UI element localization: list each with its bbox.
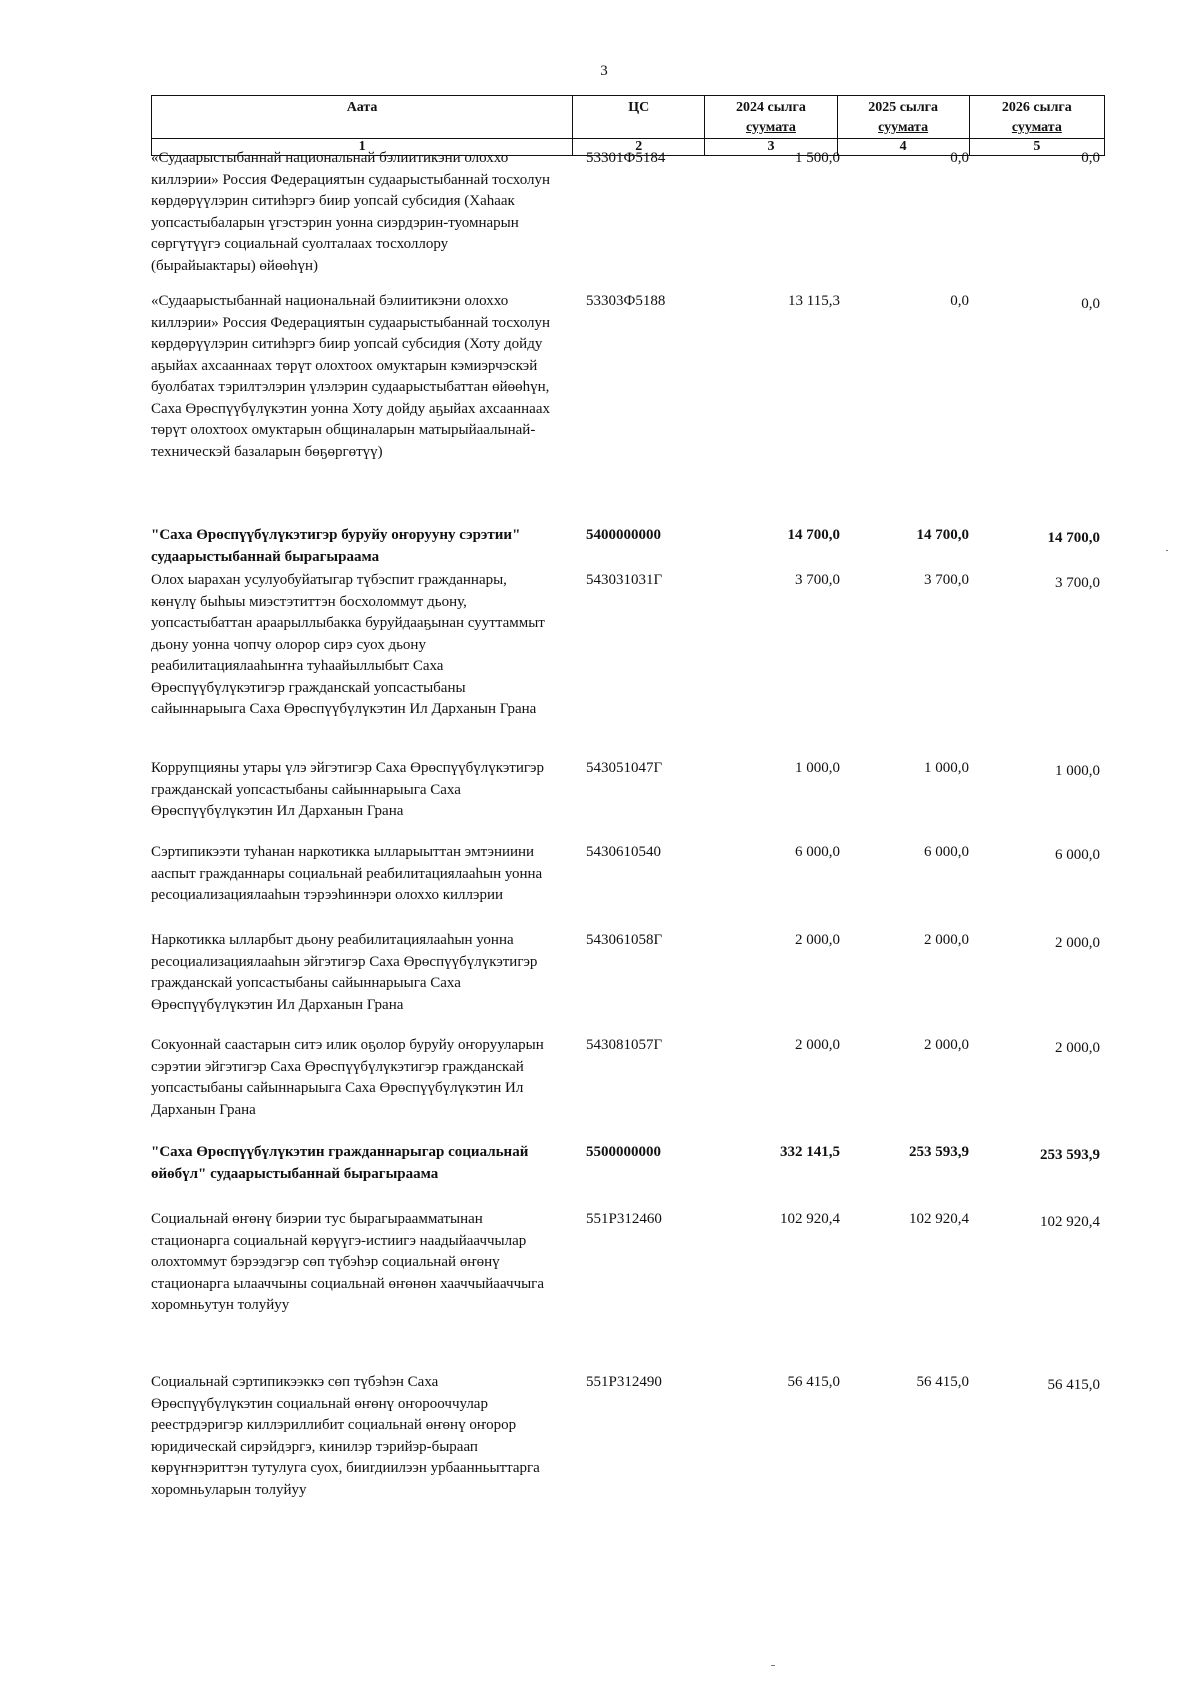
row-value-2024: 2 000,0 [795, 1037, 840, 1053]
row-value-2025: 56 415,0 [916, 1374, 969, 1390]
row-value-2024: 3 700,0 [795, 572, 840, 588]
row-value-2025: 0,0 [950, 293, 969, 309]
row-name: Олох ыарахан усулуобуйатыгар түбэспит гражданнары, көнүлү быһыы миэстэтиттэн босхоломмут дьону, уопсастыбаттан араарыллыбакка буруйдааҕынан сууттаммыт дьону уонна чопчу олорор сирэ суох дьону реабилитациялааһыҥҥа туһаайыллыбыт Саха Өрөспүүбүлүкэтигэр гражданскай уопсастыбаны сайыннарыыга Саха Өрөспүүбүлүкэтин Ил Дарханын Грана [151, 572, 545, 717]
row-code: 5400000000 [586, 527, 661, 543]
row-value-2026: 102 920,4 [1040, 1214, 1100, 1230]
row-name: Сэртипикээти туһанан наркотикка ылларыыттан эмтэниини ааспыт гражданнары социальнай реабилитациялааһын уонна ресоциализациялааһын тэрээһиннэри олоххо киллэрии [151, 844, 543, 903]
row-value-2025: 2 000,0 [924, 1037, 969, 1053]
row-value-2025: 0,0 [950, 150, 969, 166]
budget-table-header [151, 95, 1105, 156]
header-num-1: 1 [152, 139, 573, 156]
row-value-2025: 14 700,0 [916, 527, 969, 543]
row-value-2024: 1 500,0 [795, 150, 840, 166]
row-value-2024: 102 920,4 [780, 1211, 840, 1227]
row-value-2024: 6 000,0 [795, 844, 840, 860]
header-2025: 2025 сылга суумата [837, 96, 969, 139]
row-value-2024: 2 000,0 [795, 932, 840, 948]
row-name: Сокуоннай саастарын ситэ илик оҕолор буруйу оҥорууларын сэрэтии эйгэтигэр Саха Өрөспүүбүлүкэтигэр гражданскай уопсастыбаны сайыннарыыга Саха Өрөспүүбүлүкэтин Ил Дарханын Грана [151, 1037, 544, 1118]
row-code: 551Р312460 [586, 1211, 662, 1227]
header-num-2: 2 [573, 139, 705, 156]
header-num-3: 3 [705, 139, 837, 156]
row-value-2024: 13 115,3 [788, 293, 840, 309]
row-value-2026: 0,0 [1081, 150, 1100, 166]
header-2026: 2026 сылга суумата [969, 96, 1104, 139]
row-value-2026: 2 000,0 [1055, 935, 1100, 951]
row-value-2025: 1 000,0 [924, 760, 969, 776]
row-name: "Саха Өрөспүүбүлүкэтин гражданнарыгар социальнай өйөбүл" судаарыстыбаннай бырагыраама [151, 1144, 529, 1182]
row-value-2024: 14 700,0 [787, 527, 840, 543]
row-code: 53303Ф5188 [586, 293, 666, 309]
row-code: 543051047Г [586, 760, 663, 776]
row-value-2026: 0,0 [1081, 296, 1100, 312]
row-value-2025: 6 000,0 [924, 844, 969, 860]
row-name: Наркотикка ылларбыт дьону реабилитациялааһын уонна ресоциализациялааһын эйгэтигэр Саха Өрөспүүбүлүкэтигэр гражданскай уопсастыбаны сайыннарыыга Саха Өрөспүүбүлүкэтин Ил Дарханын Грана [151, 932, 538, 1013]
header-num-5: 5 [969, 139, 1104, 156]
row-code: 543081057Г [586, 1037, 663, 1053]
row-value-2026: 14 700,0 [1047, 530, 1100, 546]
row-name: Социальнай сэртипикээккэ сөп түбэһэн Саха Өрөспүүбүлүкэтин социальнай өҥөнү оҥорооччулар реестрдэригэр киллэриллибит социальнай өҥөнү оҥорор юридическай сирэйдэргэ, кинилэр тэрийэр-быраап көрүҥнэриттэн тутулуга суох, бииrдиилээн урбаанньыттарга хоромньуларын толуйуу [151, 1374, 540, 1498]
row-value-2026: 253 593,9 [1040, 1147, 1100, 1163]
row-name: "Саха Өрөспүүбүлүкэтигэр буруйу оҥорууну сэрэтии" судаарыстыбаннай бырагыраама [151, 527, 521, 565]
header-2024: 2024 сылга суумата [705, 96, 837, 139]
row-value-2026: 1 000,0 [1055, 763, 1100, 779]
row-value-2026: 3 700,0 [1055, 575, 1100, 591]
row-name: «Судаарыстыбаннай национальнай бэлиитикэни олоххо киллэрии» Россия Федерациятын судаарыстыбаннай тосхолун көрдөрүүлэрин ситиһэргэ биир уопсай субсидия (Хаһаак уопсастыбаларын үгэстэрин уонна сиэрдэрин-туомнарын сөргүтүүгэ социальнай суолталаах тосхоллору (бырайыактары) өйөөһүн) [151, 150, 551, 274]
row-code: 551Р312490 [586, 1374, 662, 1390]
row-name: «Судаарыстыбаннай национальнай бэлиитикэни олоххо киллэрии» Россия Федерациятын судаарыстыбаннай тосхолун көрдөрүүлэрин ситиһэргэ биир уопсай субсидия (Хоту дойду аҕыйах ахсааннаах төрүт олохтоох омуктарын кэмиэрчэскэй буолбатах тэрилтэлэрин үлэлэрин судаарыстыбаттан өйөөһүн, Саха Өрөспүүбүлүкэтин уонна Хоту дойду аҕыйах ахсааннаах төрүт олохтоох омуктарын общиналарын матырыйаалынай-техническэй базаларын бөҕөргөтүү) [151, 293, 551, 460]
row-value-2025: 3 700,0 [924, 572, 969, 588]
row-name: Коррупцияны утары үлэ эйгэтигэр Саха Өрөспүүбүлүкэтигэр гражданскай уопсастыбаны сайыннарыыга Саха Өрөспүүбүлүкэтин Ил Дарханын Грана [151, 760, 544, 819]
header-num-4: 4 [837, 139, 969, 156]
row-value-2026: 56 415,0 [1047, 1377, 1100, 1393]
row-value-2026: 6 000,0 [1055, 847, 1100, 863]
row-name: Социальнай өҥөнү биэрии тус бырагыраамматынан стационарга социальнай көрүүгэ-истиигэ наадыйааччылар олохтоммут бэрээдэгэр сөп түбэһэр социальнай өҥөнү стационарга ылааччыны социальнай өҥөнөн хааччыйааччыга хоромньутун толуйуу [151, 1211, 544, 1313]
row-code: 543061058Г [586, 932, 663, 948]
row-value-2025: 2 000,0 [924, 932, 969, 948]
row-value-2026: 2 000,0 [1055, 1040, 1100, 1056]
row-code: 543031031Г [586, 572, 663, 588]
row-code: 5430610540 [586, 844, 661, 860]
row-code: 5500000000 [586, 1144, 661, 1160]
row-value-2025: 253 593,9 [909, 1144, 969, 1160]
row-value-2024: 332 141,5 [780, 1144, 840, 1160]
scan-speck [771, 1665, 775, 1666]
row-value-2025: 102 920,4 [909, 1211, 969, 1227]
row-value-2024: 56 415,0 [787, 1374, 840, 1390]
page-number: 3 [600, 63, 608, 79]
row-value-2024: 1 000,0 [795, 760, 840, 776]
header-name: Аата [152, 96, 573, 139]
scan-speck [1166, 550, 1168, 551]
header-code: ЦС [573, 96, 705, 139]
row-code: 53301Ф5184 [586, 150, 666, 166]
